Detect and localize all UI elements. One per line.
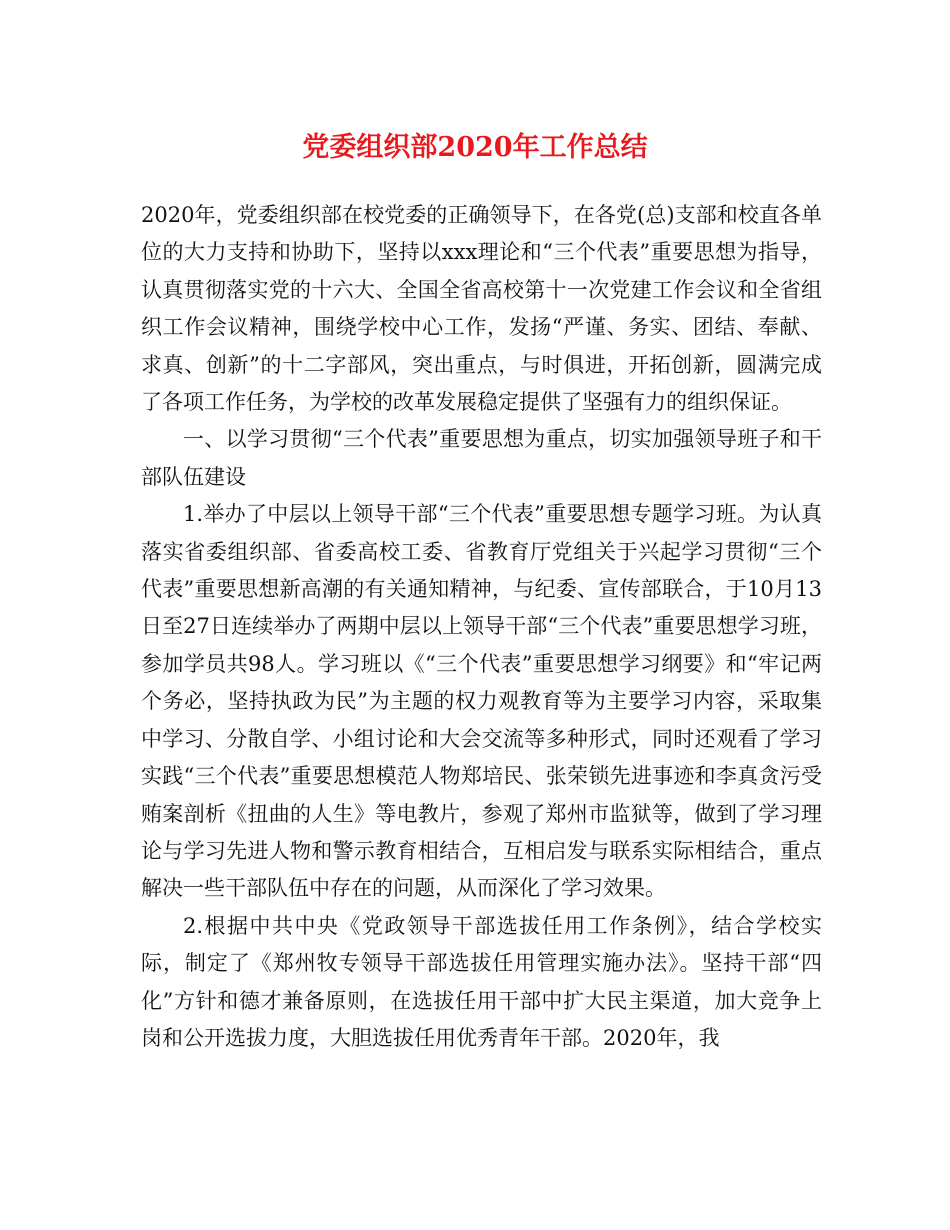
paragraph-item-1: 1.举办了中层以上领导干部“三个代表”重要思想专题学习班。为认真落实省委组织部、省委高校工委、省教育厅党组关于兴起学习贯彻“三个代表”重要思想新高潮的有关通知精神，与纪委、宣传部联合，于10月13日至27日连续举办了两期中层以上领导干部“三个代表”重要思想学习班，参加学员共98人。学习班以《“三个代表”重要思想学习纲要》和“牢记两个务必，坚持执政为民”为主题的权力观教育等为主要学习内容，采取集中学习、分散自学、小组讨论和大会交流等多种形式，同时还观看了学习实践“三个代表”重要思想模范人物郑培民、张荣锁先进事迹和李真贪污受贿案剖析《扭曲的人生》等电教片，参观了郑州市监狱等，做到了学习理论与学习先进人物和警示教育相结合，互相启发与联系实际相结合，重点解决一些干部队伍中存在的问题，从而深化了学习效果。 [141,502,822,901]
paragraph-item-2: 2.根据中共中央《党政领导干部选拔任用工作条例》，结合学校实际，制定了《郑州牧专领导干部选拔任用管理实施办法》。坚持干部“四化”方针和德才兼备原则，在选拔任用干部中扩大民主渠道，加大竞争上岗和公开选拔力度，大胆选拔任用优秀青年干部。2020年，我 [141,913,822,1050]
section-heading-1: 一、以学习贯彻“三个代表”重要思想为重点，切实加强领导班子和干部队伍建设 [141,427,822,489]
document-body [141,197,822,1057]
paragraph-intro: 2020年，党委组织部在校党委的正确领导下，在各党(总)支部和校直各单位的大力支持和协助下，坚持以xxx理论和“三个代表”重要思想为指导，认真贯彻落实党的十六大、全国全省高校第十一次党建工作会议和全省组织工作会议精神，围绕学校中心工作，发扬“严谨、务实、团结、奉献、求真、创新”的十二字部风，突出重点，与时俱进，开拓创新，圆满完成了各项工作任务，为学校的改革发展稳定提供了坚强有力的组织保证。 [141,203,822,415]
document-title: 党委组织部2020年工作总结 [302,132,648,163]
